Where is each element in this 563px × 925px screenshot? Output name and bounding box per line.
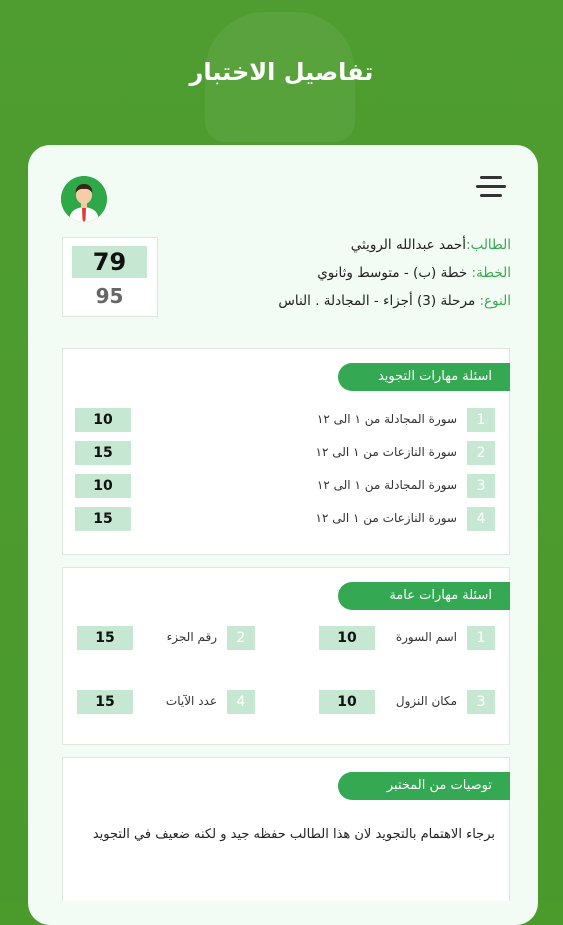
general-section	[62, 567, 510, 745]
tajweed-row-text: سورة النازعات من ١ الى ١٢	[315, 445, 457, 459]
tajweed-row-score: 15	[75, 441, 131, 465]
recommendations-section-title: توصيات من المختبر	[338, 772, 510, 800]
plan-line	[317, 265, 511, 281]
student-label: الطالب:	[466, 237, 511, 253]
tajweed-section-title: اسئلة مهارات التجويد	[338, 363, 510, 391]
recommendations-section	[62, 757, 510, 901]
tajweed-row-text: سورة النازعات من ١ الى ١٢	[315, 511, 457, 525]
general-item-text: مكان النزول	[395, 694, 457, 708]
general-item-number: 2	[227, 626, 255, 650]
tajweed-row-score: 10	[75, 474, 131, 498]
avatar	[61, 176, 107, 222]
general-item-number: 1	[467, 626, 495, 650]
total-score: 95	[95, 284, 124, 308]
tajweed-row-number: 4	[467, 507, 495, 531]
menu-icon[interactable]	[476, 175, 506, 199]
type-label: النوع:	[479, 293, 511, 309]
plan-label: الخطة:	[471, 265, 511, 281]
general-item-score: 15	[77, 626, 133, 650]
tajweed-row-number: 3	[467, 474, 495, 498]
general-item-score: 10	[319, 690, 375, 714]
score-box	[62, 237, 158, 317]
type-line	[278, 293, 511, 309]
general-item-text: رقم الجزء	[166, 630, 217, 644]
general-section-title: اسئلة مهارات عامة	[338, 582, 510, 610]
recommendations-text: برجاء الاهتمام بالتجويد لان هذا الطالب حفظه جيد و لكنه ضعيف في التجويد	[92, 827, 495, 842]
tajweed-section	[62, 348, 510, 555]
general-item-number: 3	[467, 690, 495, 714]
tajweed-row-number: 2	[467, 441, 495, 465]
general-item-score: 10	[319, 626, 375, 650]
tajweed-row-score: 15	[75, 507, 131, 531]
type-value: مرحلة (3) أجزاء - المجادلة . الناس	[278, 293, 476, 309]
tajweed-row-number: 1	[467, 408, 495, 432]
student-line	[351, 237, 511, 253]
student-name: أحمد عبدالله الرويثي	[350, 237, 467, 253]
tajweed-row-text: سورة المجادلة من ١ الى ١٢	[316, 478, 457, 492]
page-title: تفاصيل الاختبار	[189, 58, 374, 86]
general-item-score: 15	[77, 690, 133, 714]
obtained-score: 79	[72, 246, 147, 278]
general-item-number: 4	[227, 690, 255, 714]
plan-value: خطة (ب) - متوسط وثانوي	[317, 265, 468, 281]
tajweed-row-text: سورة المجادلة من ١ الى ١٢	[316, 412, 457, 426]
general-item-text: اسم السورة	[395, 630, 457, 644]
tajweed-row-score: 10	[75, 408, 131, 432]
general-item-text: عدد الآيات	[165, 694, 217, 708]
